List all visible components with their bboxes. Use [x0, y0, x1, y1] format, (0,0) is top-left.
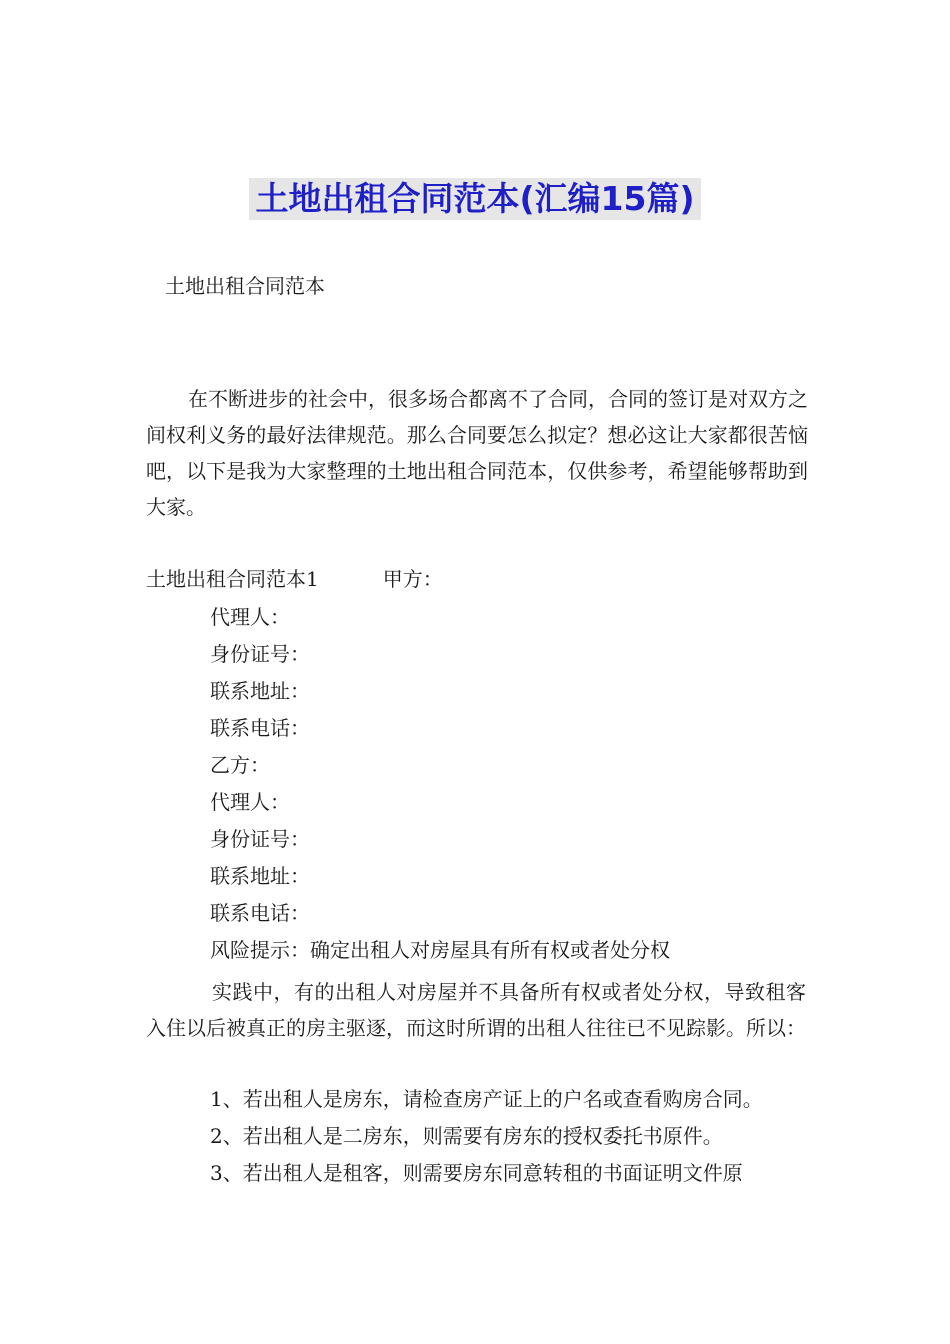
section-heading-row [146, 564, 443, 594]
contract-fields [210, 602, 670, 972]
field-agent-b: 代理人： [210, 790, 290, 814]
document-subtitle: 土地出租合同范本 [165, 274, 325, 298]
document-title: 土地出租合同范本(汇编15篇) [249, 178, 700, 220]
list-item: 2、若出租人是二房东，则需要有房东的授权委托书原件。 [210, 1124, 723, 1148]
practice-paragraph: 实践中，有的出租人对房屋并不具备所有权或者处分权，导致租客入住以后被真正的房主驱逐，而这时所谓的出租人往往已不见踪影。所以： [146, 980, 806, 1040]
list-item: 1、若出租人是房东，请检查房产证上的户名或查看购房合同。 [210, 1087, 763, 1111]
party-b-label: 乙方： [210, 753, 270, 777]
list-item: 3、若出租人是租客，则需要房东同意转租的书面证明文件原 [210, 1161, 743, 1185]
intro-paragraph: 在不断进步的社会中，很多场合都离不了合同，合同的签订是对双方之间权利义务的最好法律规范。那么合同要怎么拟定？想必这让大家都很苦恼吧，以下是我为大家整理的土地出租合同范本，仅供参考，希望能够帮助到大家。 [146, 387, 808, 519]
field-agent-a: 代理人： [210, 605, 290, 629]
section-heading: 土地出租合同范本1 [146, 567, 319, 591]
party-a-label: 甲方： [382, 567, 443, 591]
title-container [0, 178, 950, 220]
field-id-number-a: 身份证号： [210, 642, 310, 666]
risk-notice: 风险提示：确定出租人对房屋具有所有权或者处分权 [210, 938, 670, 962]
field-phone-a: 联系电话： [210, 716, 310, 740]
field-address-b: 联系地址： [210, 864, 310, 888]
field-id-number-b: 身份证号： [210, 827, 310, 851]
field-phone-b: 联系电话： [210, 901, 310, 925]
field-address-a: 联系地址： [210, 679, 310, 703]
numbered-list [210, 1084, 763, 1195]
